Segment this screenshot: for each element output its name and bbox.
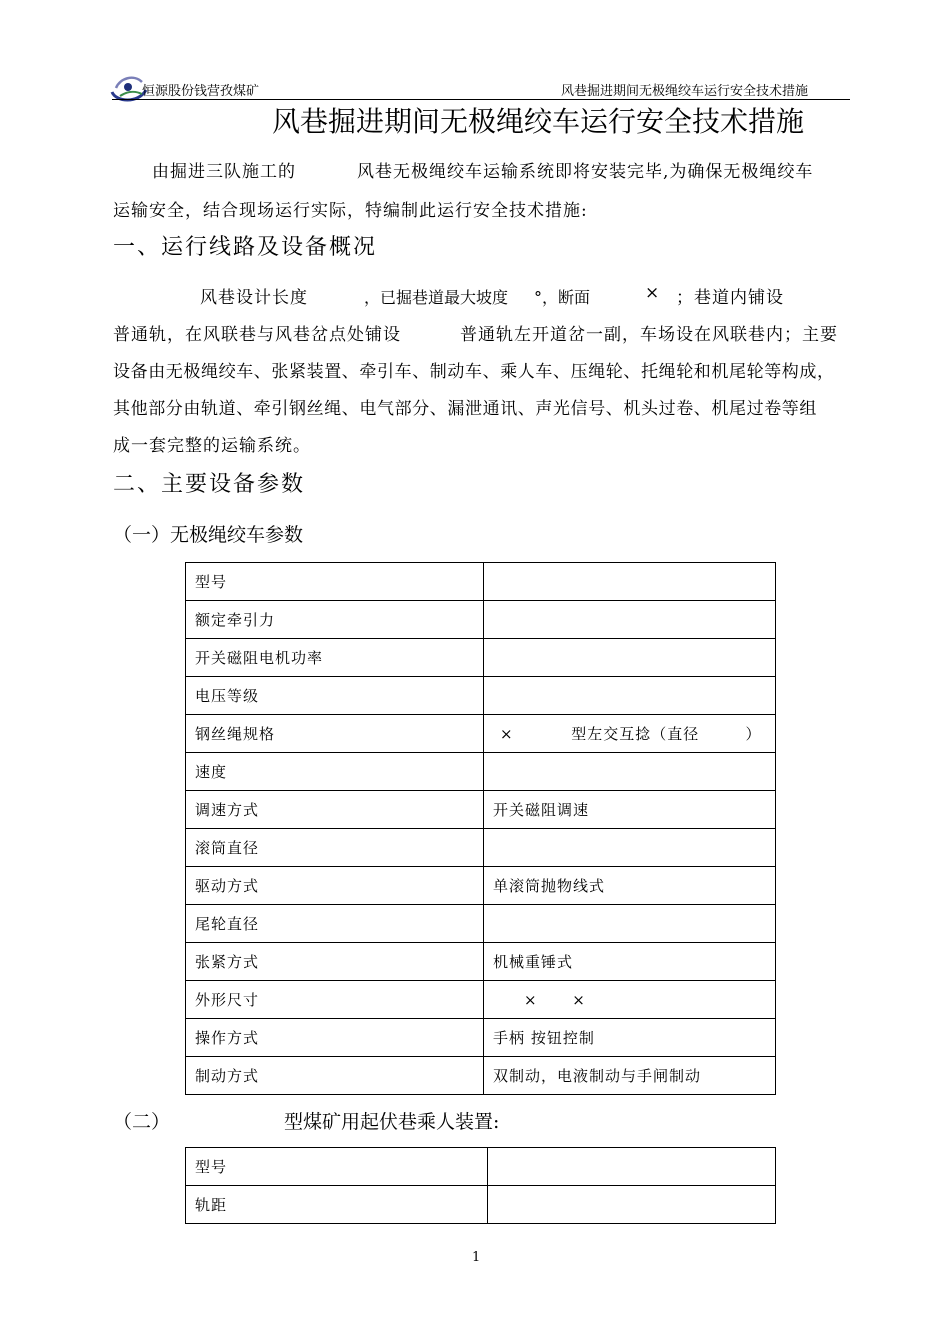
page-number: 1 <box>472 1250 481 1265</box>
table-row <box>186 1186 776 1224</box>
param-label: 驱动方式 <box>186 867 484 905</box>
param-value: × × <box>484 981 776 1019</box>
param-label: 轨距 <box>186 1186 488 1224</box>
param-value: 开关磁阻调速 <box>484 791 776 829</box>
param-label: 钢丝绳规格 <box>186 715 484 753</box>
s1-section-label: °，断面 <box>534 288 591 307</box>
table-row <box>186 829 776 867</box>
table-row <box>186 791 776 829</box>
param-label: 张紧方式 <box>186 943 484 981</box>
param-value: 双制动，电液制动与手闸制动 <box>484 1057 776 1095</box>
winch-params-table <box>185 562 776 1095</box>
param-value <box>487 1148 776 1186</box>
section-2-heading: 二、主要设备参数 <box>113 472 306 497</box>
param-value <box>484 639 776 677</box>
param-value: 单滚筒抛物线式 <box>484 867 776 905</box>
s1-line-3: 设备由无极绳绞车、张紧装置、牵引车、制动车、乘人车、压绳轮、托绳轮和机尾轮等构成， <box>113 362 835 382</box>
table-row <box>186 867 776 905</box>
param-label: 额定牵引力 <box>186 601 484 639</box>
s1-line-2a: 普通轨，在风联巷与风巷岔点处铺设 <box>113 325 401 345</box>
passenger-device-table <box>185 1147 776 1224</box>
table-row <box>186 677 776 715</box>
header-doc-title: 风巷掘进期间无极绳绞车运行安全技术措施 <box>561 84 809 99</box>
table-row <box>186 943 776 981</box>
param-label: 滚筒直径 <box>186 829 484 867</box>
table-row <box>186 753 776 791</box>
param-value <box>484 905 776 943</box>
param-label: 速度 <box>186 753 484 791</box>
s1-slope-label: ，已掘巷道最大坡度 <box>364 288 509 307</box>
table-row <box>186 1057 776 1095</box>
param-value <box>487 1186 776 1224</box>
page-title: 风巷掘进期间无极绳绞车运行安全技术措施 <box>272 105 805 138</box>
param-label: 电压等级 <box>186 677 484 715</box>
param-value: 机械重锤式 <box>484 943 776 981</box>
s1-times-sign: × <box>645 283 661 303</box>
table-row <box>186 905 776 943</box>
table-row <box>186 715 776 753</box>
param-value: × 型左交互捻（直径 ） <box>484 715 776 753</box>
table-row <box>186 563 776 601</box>
param-label: 制动方式 <box>186 1057 484 1095</box>
table-row <box>186 1019 776 1057</box>
param-label: 型号 <box>186 563 484 601</box>
subsection-2-heading: 型煤矿用起伏巷乘人装置: <box>284 1111 500 1133</box>
param-value <box>484 753 776 791</box>
param-label: 外形尺寸 <box>186 981 484 1019</box>
param-label: 调速方式 <box>186 791 484 829</box>
s1-line-5: 成一套完整的运输系统。 <box>113 436 311 456</box>
header-company: 恒源股份钱营孜煤矿 <box>142 84 260 99</box>
s1-line-4: 其他部分由轨道、牵引钢丝绳、电气部分、漏泄通讯、声光信号、机头过卷、机尾过卷等组 <box>113 399 817 419</box>
s1-rail-label: ；巷道内铺设 <box>676 288 784 308</box>
table-row <box>186 601 776 639</box>
param-value: 手柄 按钮控制 <box>484 1019 776 1057</box>
section-1-heading: 一、运行线路及设备概况 <box>113 235 378 260</box>
subsection-1-heading: （一）无极绳绞车参数 <box>113 524 304 546</box>
intro-line-1a: 由掘进三队施工的 <box>152 162 296 182</box>
param-value <box>484 563 776 601</box>
param-value <box>484 601 776 639</box>
s1-length-label: 风巷设计长度 <box>200 288 308 308</box>
param-value <box>484 829 776 867</box>
table-row <box>186 981 776 1019</box>
param-label: 尾轮直径 <box>186 905 484 943</box>
param-label: 型号 <box>186 1148 488 1186</box>
intro-line-2: 运输安全，结合现场运行实际，特编制此运行安全技术措施: <box>113 201 588 221</box>
table-row <box>186 639 776 677</box>
param-label: 开关磁阻电机功率 <box>186 639 484 677</box>
intro-line-1b: 风巷无极绳绞车运输系统即将安装完毕,为确保无极绳绞车 <box>357 162 814 182</box>
param-label: 操作方式 <box>186 1019 484 1057</box>
s1-line-2b: 普通轨左开道岔一副，车场设在风联巷内；主要 <box>460 325 838 345</box>
subsection-2-label: （二） <box>113 1111 171 1133</box>
table-row <box>186 1148 776 1186</box>
param-value <box>484 677 776 715</box>
